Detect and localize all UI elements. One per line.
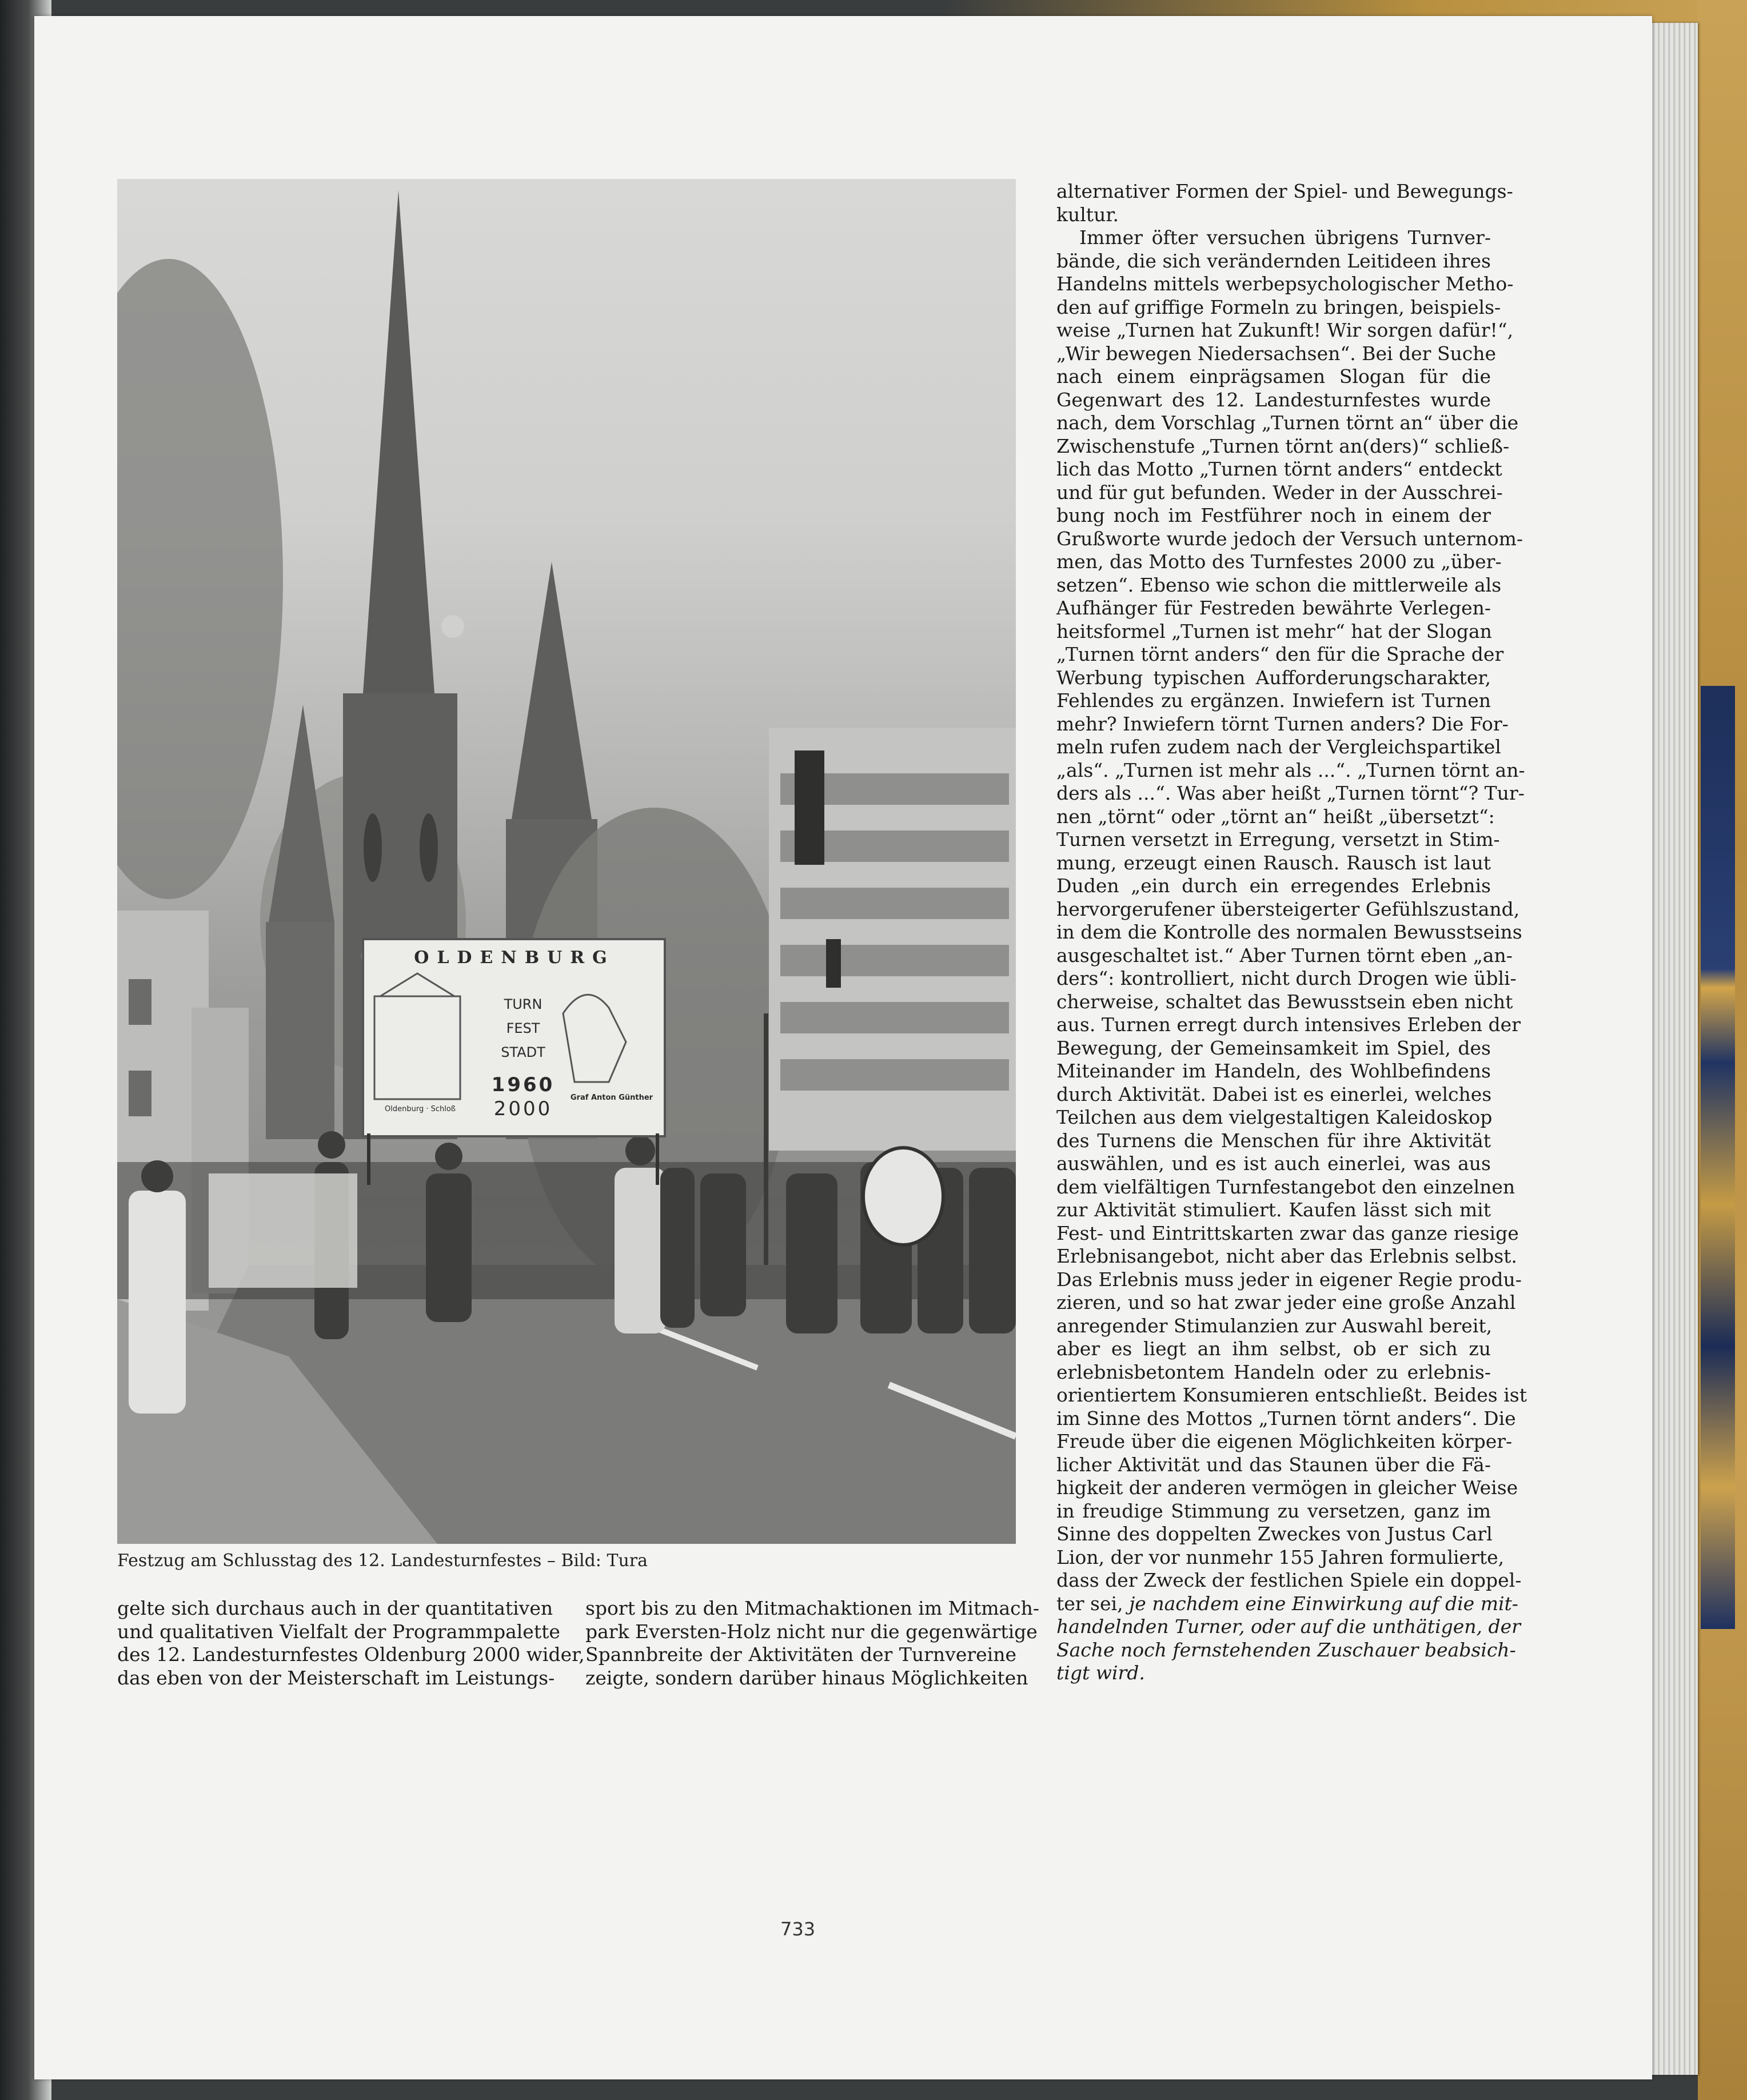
text-line: men, das Motto des Turnfestes 2000 zu „über- [1056,550,1502,573]
text-line: Zwischenstufe „Turnen törnt an(ders)“ schließ- [1056,434,1510,457]
text-line: Miteinander im Handeln, des Wohlbefindens [1056,1060,1491,1082]
text-line: Spannbreite der Aktivitäten der Turnvereine [585,1643,1016,1666]
text-line: Grußworte wurde jedoch der Versuch unternom- [1056,527,1523,550]
banner-line-1: TURN [504,996,543,1012]
text-line: erlebnisbetontem Handeln oder zu erlebnis- [1056,1360,1491,1383]
text-line: lich das Motto „Turnen törnt anders“ entdeckt [1056,458,1502,480]
text-line: Fest- und Eintrittskarten zwar das ganze riesige [1056,1221,1519,1244]
text-line: „als“. „Turnen ist mehr als ...“. „Turnen törnt an- [1056,758,1525,781]
text-line: licher Aktivität und das Staunen über die Fä- [1056,1453,1491,1476]
festival-parade-photo [117,179,1016,1544]
text-line: Werbung typischen Aufforderungscharakter, [1056,666,1491,689]
text-line: ders als ...“. Was aber heißt „Turnen törnt“? Tur- [1056,782,1525,804]
text-line: des 12. Landesturnfestes Oldenburg 2000 wider, [117,1643,585,1666]
text-line: dass der Zweck der festlichen Spiele ein doppel- [1056,1569,1522,1591]
text-line: ausgeschaltet ist.“ Aber Turnen törnt eben „an- [1056,944,1513,967]
quote-line [1056,1662,1491,1685]
banner-line-3: STADT [501,1044,545,1060]
quote-text: je nachdem eine Einwirkung auf die mit- [1129,1592,1518,1615]
text-line: Sinne des doppelten Zweckes von Justus Carl [1056,1523,1493,1545]
text-line: Lion, der vor nunmehr 155 Jahren formulierte, [1056,1546,1505,1568]
text-line: das eben von der Meisterschaft im Leistungs- [117,1666,555,1689]
text-line: zur Aktivität stimuliert. Kaufen lässt sich mit [1056,1199,1491,1221]
text-line: alternativer Formen der Spiel- und Bewegungs- [1056,180,1513,202]
banner-year-2: 2000 [493,1097,553,1120]
banner-title: OLDENBURG [414,948,615,968]
text-line: aus. Turnen erregt durch intensives Erleben der [1056,1013,1521,1036]
text-line: Erlebnisangebot, nicht aber das Erlebnis selbst. [1056,1245,1517,1267]
banner-left-label: Oldenburg · Schloß [385,1105,456,1113]
text-line: aber es liegt an ihm selbst, ob er sich zu [1056,1338,1491,1360]
cover-pattern [1701,686,1735,1629]
text-line: des Turnens die Menschen für ihre Aktivität [1056,1129,1491,1152]
tree-left [117,259,283,899]
text-line: hervorgerufener übersteigerter Gefühlszustand, [1056,897,1520,920]
text-line: Immer öfter versuchen übrigens Turnver- [1079,226,1491,249]
page-number: 733 [780,1918,816,1940]
text-line: auswählen, und es ist auch einerlei, was aus [1056,1152,1491,1175]
quote-text: tigt wird. [1056,1662,1145,1684]
text-line: und für gut befunden. Weder in der Ausschrei- [1056,481,1503,504]
quote-line [1056,1615,1521,1639]
right-column [1056,180,1527,1685]
text-line: mung, erzeugt einen Rausch. Rausch ist laut [1056,851,1491,874]
text-line: in dem die Kontrolle des normalen Bewusstseins [1056,921,1522,943]
traffic-light [795,750,824,865]
text-line: zieren, und so hat zwar jeder eine große Anzahl [1056,1291,1516,1314]
text-line: den auf griffige Formeln zu bringen, beispiels- [1056,296,1501,318]
text-line [1056,1592,1518,1616]
text-line: bände, die sich verändernden Leitideen ihres [1056,249,1491,272]
text-line: und qualitativen Vielfalt der Programmpalette [117,1620,560,1643]
text-line: heitsformel „Turnen ist mehr“ hat der Slogan [1056,620,1492,642]
bass-drum [863,1148,943,1245]
text-line: nen „törnt“ oder „törnt an“ heißt „übersetzt“: [1056,805,1495,828]
text-line: Gegenwart des 12. Landesturnfestes wurde [1056,388,1491,411]
text-line: anregender Stimulanzien zur Auswahl bereit, [1056,1314,1493,1337]
text-line: Aufhänger für Festreden bewährte Verlegen- [1056,597,1491,619]
banner-year-1: 1960 [491,1073,555,1096]
text-line: Das Erlebnis muss jeder in eigener Regie produ- [1056,1268,1522,1291]
church-spire [363,190,434,693]
text-line: „Turnen törnt anders“ den für die Sprache der [1056,643,1504,665]
text-line: ders“: kontrolliert, nicht durch Drogen wie übli- [1056,967,1517,989]
text-line: Fehlendes zu ergänzen. Inwiefern ist Turnen [1056,689,1491,712]
text-line: gelte sich durchaus auch in der quantitativen [117,1597,553,1619]
text-line: dem vielfältigen Turnfestangebot den einzelnen [1056,1175,1515,1198]
text-line: Duden „ein durch ein erregendes Erlebnis [1056,875,1491,897]
text-line: bung noch im Festführer noch in einem der [1056,504,1491,526]
text-line: mehr? Inwiefern törnt Turnen anders? Die For- [1056,712,1509,735]
quote-text: Sache noch fernstehenden Zuschauer beabsich- [1056,1638,1516,1661]
text-line: „Wir bewegen Niedersachsen“. Bei der Suche [1056,342,1497,365]
quote-text: handelnden Turner, oder auf die unthätigen, der [1056,1615,1521,1638]
text-line: nach, dem Vorschlag „Turnen törnt an“ über die [1056,412,1519,434]
text-line: cherweise, schaltet das Bewusstsein eben nicht [1056,990,1513,1013]
text-line: weise „Turnen hat Zukunft! Wir sorgen dafür!“, [1056,319,1514,341]
text-line: park Eversten-Holz nicht nur die gegenwärtige [585,1620,1038,1643]
left-column [117,1597,585,1690]
middle-column [585,1597,1040,1690]
photo-scene [117,179,1016,1544]
banner-right-label: Graf Anton Günther [570,1093,653,1102]
text-line: durch Aktivität. Dabei ist es einerlei, welches [1056,1083,1492,1105]
photo-caption: Festzug am Schlusstag des 12. Landesturnfestes – Bild: Tura [117,1551,648,1571]
banner-line-2: FEST [506,1020,540,1036]
text-line: sport bis zu den Mitmachaktionen im Mitmach- [585,1597,1040,1619]
text-line: setzen“. Ebenso wie schon die mittlerweile als [1056,573,1502,596]
text-line: Freude über die eigenen Möglichkeiten körper- [1056,1430,1513,1452]
text-line: zeigte, sondern darüber hinaus Möglichkeiten [585,1666,1028,1689]
text-line: im Sinne des Mottos „Turnen törnt anders“. Die [1056,1407,1516,1430]
quote-line [1056,1638,1516,1662]
text-line: Bewegung, der Gemeinsamkeit im Spiel, des [1056,1036,1491,1059]
text-line: Handelns mittels werbepsychologischer Metho- [1056,273,1514,295]
text-line: higkeit der anderen vermögen in gleicher Weise [1056,1476,1518,1499]
text-span: ter sei, [1056,1592,1123,1615]
text-line: Turnen versetzt in Erregung, versetzt in Stim- [1056,828,1500,851]
text-line: kultur. [1056,203,1119,226]
text-line: nach einem einprägsamen Slogan für die [1056,365,1491,388]
text-line: meln rufen zudem nach der Vergleichspartikel [1056,736,1501,758]
text-line: Teilchen aus dem vielgestaltigen Kaleidoskop [1056,1106,1493,1128]
text-line: orientiertem Konsumieren entschließt. Beides ist [1056,1384,1527,1406]
text-line: in freudige Stimmung zu versetzen, ganz im [1056,1499,1491,1522]
